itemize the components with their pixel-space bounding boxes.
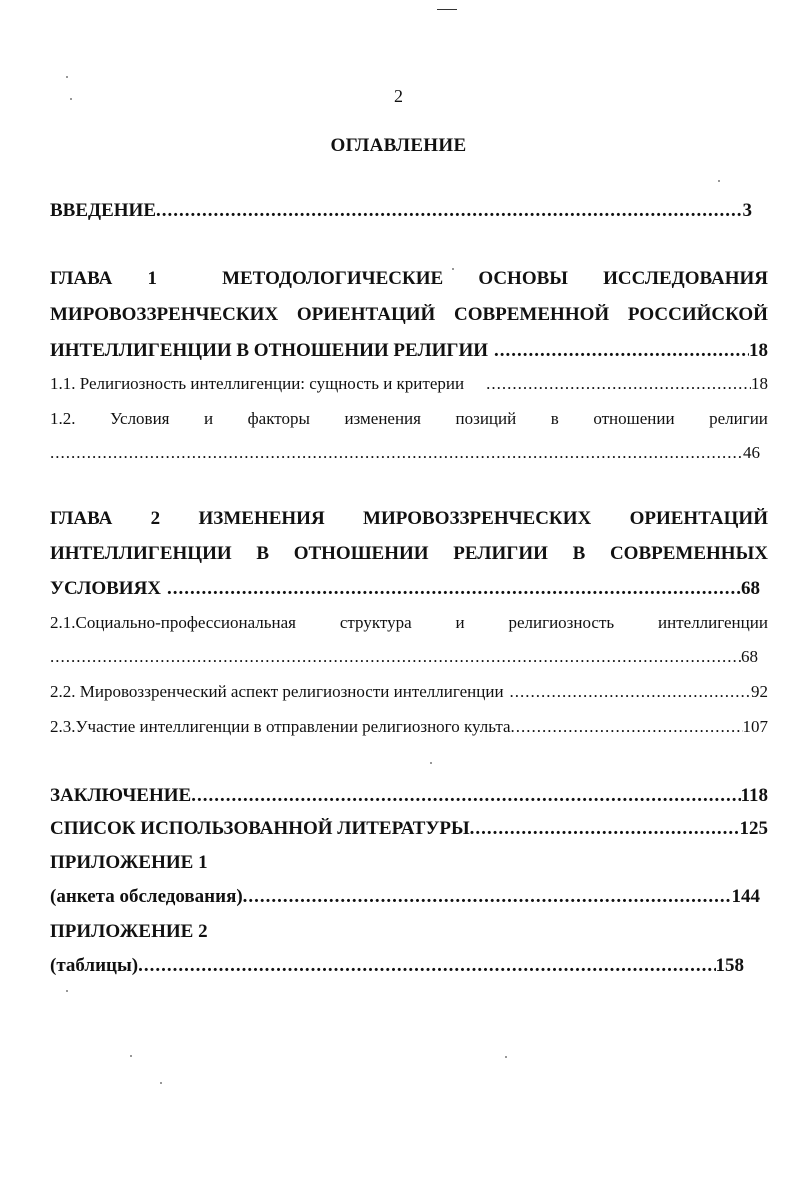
entry-page: 68 xyxy=(741,578,760,599)
heading-word: ОТНОШЕНИИ xyxy=(293,543,429,564)
scan-speck xyxy=(66,76,68,78)
heading-word: В xyxy=(572,543,586,564)
entry-page: 107 xyxy=(742,717,768,736)
appendix1-title[interactable] xyxy=(50,852,768,880)
dot-leader xyxy=(50,647,741,667)
entry-word: позиций xyxy=(455,409,517,428)
entry-label: (таблицы) xyxy=(50,955,139,976)
heading-word: ИНТЕЛЛИГЕНЦИИ xyxy=(50,543,232,564)
entry-label: 1.1. Религиозность интеллигенции: сущность и критерии xyxy=(50,374,465,393)
heading-word: 1 xyxy=(147,268,157,289)
dot-leader xyxy=(243,886,732,908)
toc-entry-section-2-2[interactable] xyxy=(50,682,768,710)
dot-leader xyxy=(494,340,749,362)
toc-entry-appendix2[interactable] xyxy=(50,955,768,983)
toc-entry-section-2-3[interactable] xyxy=(50,717,768,745)
dot-leader xyxy=(156,200,743,222)
entry-word: отношении xyxy=(593,409,675,428)
toc-entry-chapter2[interactable] xyxy=(50,578,768,606)
page-number: 2 xyxy=(394,86,403,106)
entry-page: 18 xyxy=(751,374,768,393)
scan-speck xyxy=(718,180,720,182)
heading-word: ИЗМЕНЕНИЯ xyxy=(198,508,325,529)
entry-word: религиозность xyxy=(508,613,615,632)
entry-page: 158 xyxy=(715,955,744,976)
entry-label: (анкета обследования) xyxy=(50,886,243,907)
entry-word: и xyxy=(204,409,214,428)
dot-leader xyxy=(191,785,740,807)
toc-entry-section-1-2[interactable] xyxy=(50,409,768,437)
heading-word: СОВРЕМЕННЫХ xyxy=(609,543,768,564)
toc-entry-appendix1[interactable] xyxy=(50,886,768,914)
entry-label: ВВЕДЕНИЕ xyxy=(50,200,156,221)
toc-entry-introduction[interactable] xyxy=(50,200,768,228)
toc-entry-chapter1[interactable] xyxy=(50,340,768,368)
entry-word: интеллигенции xyxy=(658,613,768,632)
toc-entry-section-2-1-page[interactable] xyxy=(50,647,768,675)
heading-word: ОРИЕНТАЦИЙ xyxy=(296,304,436,325)
toc-entry-section-1-2-page[interactable] xyxy=(50,443,768,471)
heading-word: МИРОВОЗЗРЕНЧЕСКИХ xyxy=(50,304,279,325)
chapter2-heading-line[interactable] xyxy=(50,508,768,536)
heading-word: СОВРЕМЕННОЙ xyxy=(453,304,610,325)
toc-entry-section-2-1[interactable] xyxy=(50,613,768,641)
dot-leader xyxy=(486,374,751,394)
entry-word: структура xyxy=(339,613,412,632)
heading-word: 2 xyxy=(150,508,161,529)
entry-page: 144 xyxy=(731,886,760,907)
entry-word: изменения xyxy=(344,409,421,428)
entry-page: 68 xyxy=(741,647,758,666)
heading-word: МЕТОДОЛОГИЧЕСКИЕ xyxy=(222,268,444,289)
entry-word: религии xyxy=(709,409,768,428)
entry-page: 118 xyxy=(740,785,768,806)
dot-leader xyxy=(138,955,715,977)
scan-speck xyxy=(160,1082,162,1084)
dot-leader xyxy=(470,818,740,840)
scan-mark xyxy=(437,9,457,10)
scan-speck xyxy=(505,1056,507,1058)
entry-word: в xyxy=(550,409,559,428)
heading-word: ИССЛЕДОВАНИЯ xyxy=(603,268,768,289)
entry-label: 2.2. Мировоззренческий аспект религиозности интеллигенции xyxy=(50,682,504,701)
toc-entry-conclusion[interactable] xyxy=(50,785,768,813)
entry-page: 46 xyxy=(743,443,760,462)
entry-word: и xyxy=(455,613,465,632)
heading-word: РЕЛИГИИ xyxy=(453,543,548,564)
entry-word: 2.1.Социально-профессиональная xyxy=(50,613,296,632)
scan-speck xyxy=(430,762,432,764)
entry-label: ЗАКЛЮЧЕНИЕ xyxy=(50,785,192,806)
entry-page: 18 xyxy=(749,340,768,361)
entry-page: 92 xyxy=(751,682,768,701)
heading-word: ОСНОВЫ xyxy=(478,268,568,289)
chapter1-heading-line[interactable] xyxy=(50,304,768,332)
dot-leader xyxy=(511,717,743,737)
heading-word: ГЛАВА xyxy=(50,508,113,529)
scan-speck xyxy=(66,990,68,992)
toc-entry-section-1-1[interactable] xyxy=(50,374,768,402)
toc-title: ОГЛАВЛЕНИЕ xyxy=(330,135,467,156)
dot-leader xyxy=(50,443,743,463)
entry-word: 1.2. xyxy=(50,409,76,428)
heading-word: МИРОВОЗЗРЕНЧЕСКИХ xyxy=(363,508,592,529)
entry-label: УСЛОВИЯХ xyxy=(50,578,162,599)
appendix2-title[interactable] xyxy=(50,921,768,949)
entry-page: 125 xyxy=(739,818,768,839)
entry-label: ИНТЕЛЛИГЕНЦИИ В ОТНОШЕНИИ РЕЛИГИИ xyxy=(50,340,489,361)
heading-word: РОССИЙСКОЙ xyxy=(627,304,768,325)
entry-word: факторы xyxy=(247,409,310,428)
dot-leader xyxy=(167,578,741,600)
entry-word: Условия xyxy=(110,409,170,428)
scan-speck xyxy=(130,1055,132,1057)
chapter1-heading-line[interactable] xyxy=(50,268,768,296)
heading-word: ОРИЕНТАЦИЙ xyxy=(629,508,768,529)
appendix-title: ПРИЛОЖЕНИЕ 2 xyxy=(50,921,208,942)
entry-page: 3 xyxy=(742,200,752,221)
chapter2-heading-line[interactable] xyxy=(50,543,768,571)
heading-word: В xyxy=(256,543,269,564)
appendix-title: ПРИЛОЖЕНИЕ 1 xyxy=(50,852,208,873)
toc-entry-bibliography[interactable] xyxy=(50,818,768,846)
dot-leader xyxy=(510,682,751,702)
entry-label: 2.3.Участие интеллигенции в отправлении религиозного культа xyxy=(50,717,511,736)
heading-word: ГЛАВА xyxy=(50,268,113,289)
entry-label: СПИСОК ИСПОЛЬЗОВАННОЙ ЛИТЕРАТУРЫ xyxy=(50,818,470,839)
